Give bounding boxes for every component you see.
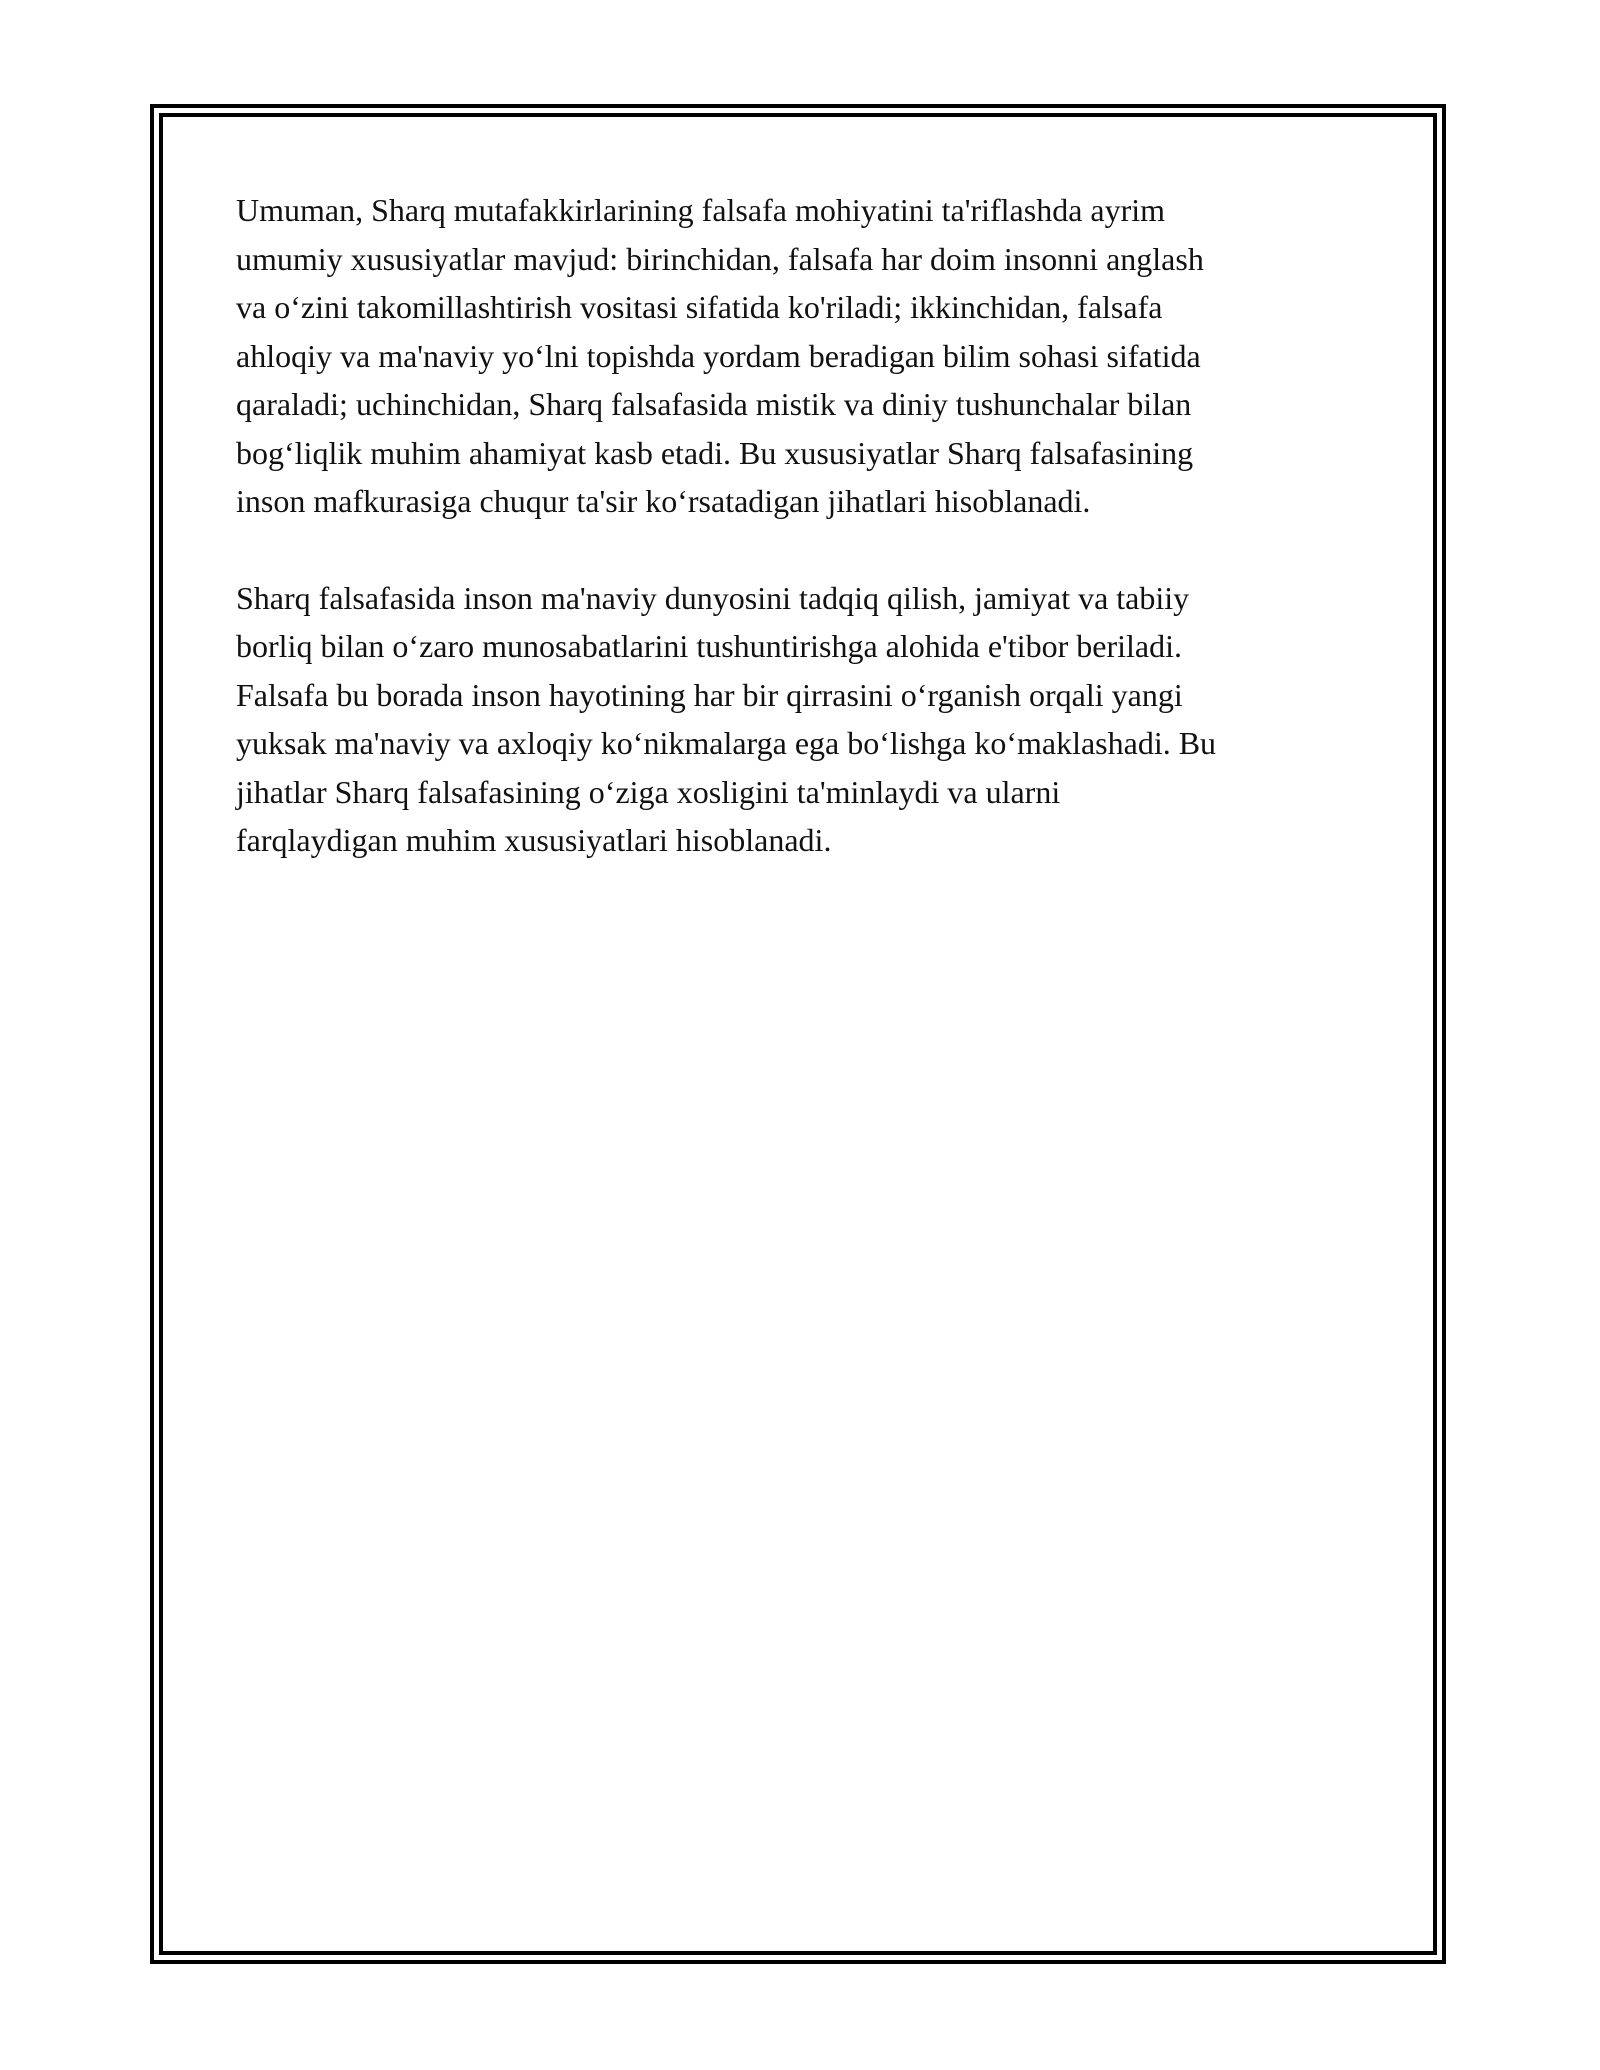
paragraph-1: Umuman, Sharq mutafakkirlarining falsafa mohiyatini ta'riflashda ayrim umumiy xususiyatlar mavjud: birinchidan, falsafa har doim insonni anglash va o‘zini takomillashtirish vositasi sifatida ko'riladi; ikkinchidan, falsafa ahloqiy va ma'naviy yo‘lni topishda yordam beradigan bilim sohasi sifatida qaraladi; uchinchidan, Sharq falsafasida mistik va diniy tushunchalar bilan bog‘liqlik muhim ahamiyat kasb etadi. Bu xususiyatlar Sharq falsafasining inson mafkurasiga chuqur ta'sir ko‘rsatadigan jihatlari hisoblanadi. [236,192,1204,519]
document-body [236,186,1386,913]
paragraph-2: Sharq falsafasida inson ma'naviy dunyosini tadqiq qilish, jamiyat va tabiiy borliq bilan o‘zaro munosabatlarini tushuntirishga alohida e'tibor beriladi. Falsafa bu borada inson hayotining har bir qirrasini o‘rganish orqali yangi yuksak ma'naviy va axloqiy ko‘nikmalarga ega bo‘lishga ko‘maklashadi. Bu jihatlar Sharq falsafasining o‘ziga xosligini ta'minlaydi va ularni farqlaydigan muhim xususiyatlari hisoblanadi. [236,579,1217,858]
